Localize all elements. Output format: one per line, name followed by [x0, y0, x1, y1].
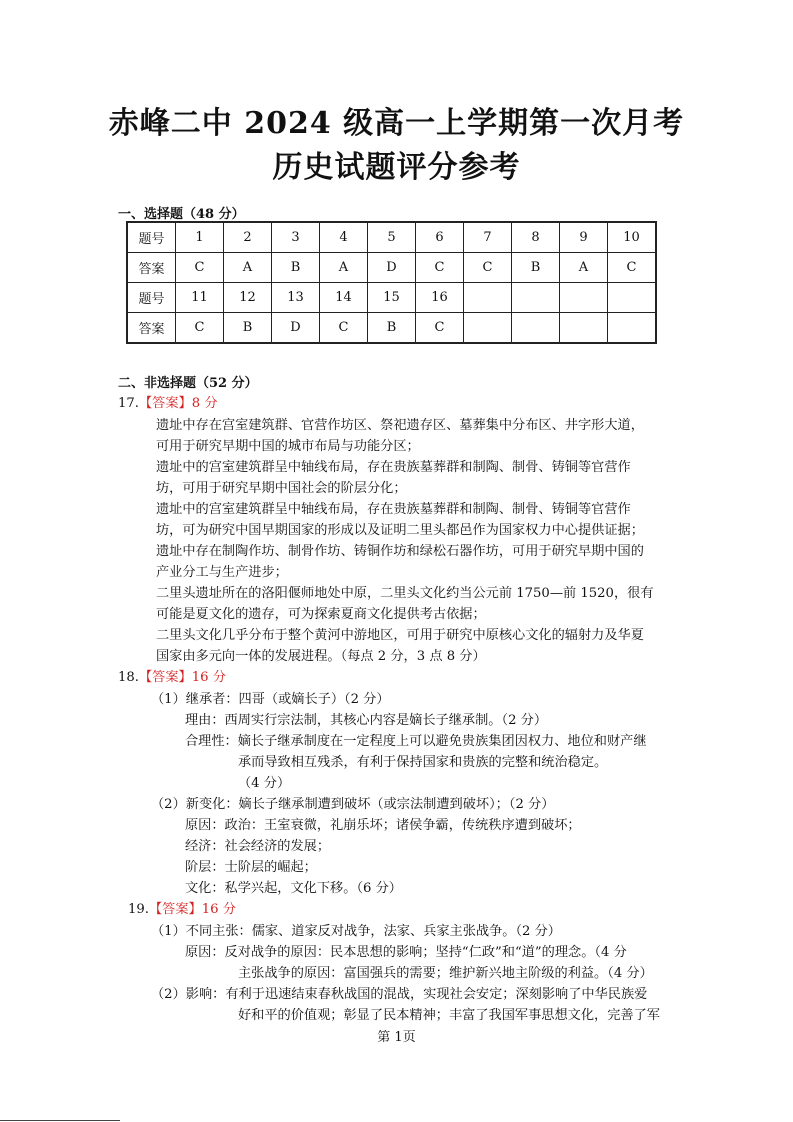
- answer-line: 二里头文化几乎分布于整个黄河中游地区，可用于研究中原核心文化的辐射力及华夏: [156, 628, 644, 643]
- page-number: 第 1页: [377, 1030, 416, 1045]
- table-cell: C: [416, 313, 464, 344]
- answer-line: 遗址中存在制陶作坊、制骨作坊、铸铜作坊和绿松石器作坊，可用于研究早期中国的: [156, 544, 644, 559]
- table-cell: C: [176, 313, 224, 344]
- answer-line: 理由：西周实行宗法制，其核心内容是嫡长子继承制。（2 分）: [185, 713, 548, 728]
- answer-line: 合理性：嫡长子继承制度在一定程度上可以避免贵族集团因权力、地位和财产继: [185, 734, 647, 749]
- table-cell: C: [464, 253, 512, 283]
- answer-line: 承而导致相互残杀，有利于保持国家和贵族的完整和统治稳定。: [238, 755, 608, 770]
- answer-line: 阶层：士阶层的崛起；: [185, 860, 317, 875]
- table-cell: 题号: [127, 283, 176, 313]
- answer-line: 遗址中的宫室建筑群呈中轴线布局，存在贵族墓葬群和制陶、制骨、铸铜等官营作: [156, 502, 631, 517]
- table-cell: 16: [416, 283, 464, 313]
- footnote-divider: [0, 1120, 120, 1121]
- question-number: 18.: [118, 670, 139, 685]
- table-cell: 答案: [127, 253, 176, 283]
- answer-line: 主张战争的原因：富国强兵的需要；维护新兴地主阶级的利益。（4 分）: [238, 966, 653, 981]
- table-row: [127, 253, 656, 283]
- answer-tag: 【答案】8 分: [138, 396, 218, 411]
- table-cell: C: [608, 253, 657, 283]
- table-cell: 3: [272, 222, 320, 253]
- table-row: [127, 283, 656, 313]
- table-cell: [512, 313, 560, 344]
- table-cell: C: [320, 313, 368, 344]
- table-cell: D: [272, 313, 320, 344]
- table-cell: [560, 283, 608, 313]
- table-cell: B: [272, 253, 320, 283]
- table-cell: 13: [272, 283, 320, 313]
- table-cell: C: [176, 253, 224, 283]
- table-cell: 2: [224, 222, 272, 253]
- table-cell: A: [224, 253, 272, 283]
- question-18-header: [118, 666, 226, 685]
- table-cell: 1: [176, 222, 224, 253]
- table-cell: 9: [560, 222, 608, 253]
- question-17-header: [118, 392, 218, 411]
- question-number: 17.: [118, 396, 139, 411]
- answer-line: 原因：反对战争的原因：民本思想的影响；坚持“仁政”和“道”的理念。（4 分: [185, 945, 627, 960]
- answer-line: 产业分工与生产进步；: [156, 565, 288, 580]
- table-cell: C: [416, 253, 464, 283]
- table-cell: 答案: [127, 313, 176, 344]
- question-19-header: [128, 898, 236, 917]
- table-cell: 15: [368, 283, 416, 313]
- answer-line: 坊，可为研究中国早期国家的形成以及证明二里头都邑作为国家权力中心提供证据；: [156, 523, 644, 538]
- answer-line: 遗址中存在宫室建筑群、官营作坊区、祭祀遗存区、墓葬集中分布区、井字形大道，: [156, 418, 644, 433]
- table-cell: 题号: [127, 222, 176, 253]
- table-cell: 11: [176, 283, 224, 313]
- table-cell: B: [368, 313, 416, 344]
- answer-line: 遗址中的宫室建筑群呈中轴线布局，存在贵族墓葬群和制陶、制骨、铸铜等官营作: [156, 460, 631, 475]
- answer-line: 经济：社会经济的发展；: [185, 839, 331, 854]
- answer-tag: 【答案】16 分: [138, 670, 226, 685]
- answer-line: 好和平的价值观；彰显了民本精神；丰富了我国军事思想文化，完善了军: [238, 1008, 660, 1023]
- question-number: 19.: [128, 902, 149, 917]
- table-cell: D: [368, 253, 416, 283]
- table-cell: [560, 313, 608, 344]
- answer-table: [126, 221, 657, 344]
- table-cell: 12: [224, 283, 272, 313]
- table-cell: [608, 283, 657, 313]
- answer-line: （2）影响：有利于迅速结束春秋战国的混战，实现社会安定；深刻影响了中华民族爱: [151, 987, 648, 1002]
- answer-line: 可能是夏文化的遗存，可为探索夏商文化提供考古依据；: [156, 607, 486, 622]
- table-cell: 6: [416, 222, 464, 253]
- table-cell: [512, 283, 560, 313]
- table-cell: [608, 313, 657, 344]
- answer-tag: 【答案】16 分: [148, 902, 236, 917]
- answer-line: 二里头遗址所在的洛阳偃师地处中原，二里头文化约当公元前 1750—前 1520，很有: [156, 586, 654, 601]
- answer-line: （2）新变化：嫡长子继承制遭到破坏（或宗法制遭到破坏）；（2 分）: [151, 797, 555, 812]
- table-cell: B: [512, 253, 560, 283]
- answer-line: （1）继承者：四哥（或嫡长子）（2 分）: [151, 692, 390, 707]
- table-cell: 8: [512, 222, 560, 253]
- section1-heading: 一、选择题（48 分）: [118, 207, 245, 222]
- table-cell: 10: [608, 222, 657, 253]
- answer-line: （1）不同主张：儒家、道家反对战争，法家、兵家主张战争。（2 分）: [151, 924, 561, 939]
- section2-heading: 二、非选择题（52 分）: [118, 376, 258, 391]
- answer-line: 坊，可用于研究早期中国社会的阶层分化；: [156, 481, 407, 496]
- table-cell: 5: [368, 222, 416, 253]
- table-cell: 7: [464, 222, 512, 253]
- answer-line: （4 分）: [238, 776, 291, 791]
- answer-line: 国家由多元向一体的发展进程。（每点 2 分，3 点 8 分）: [156, 649, 486, 664]
- table-cell: A: [560, 253, 608, 283]
- answer-line: 可用于研究早期中国的城市布局与功能分区；: [156, 439, 420, 454]
- table-row: [127, 222, 656, 253]
- table-cell: [464, 313, 512, 344]
- table-cell: B: [224, 313, 272, 344]
- table-cell: 4: [320, 222, 368, 253]
- document-title: 赤峰二中 2024 级高一上学期第一次月考: [108, 106, 685, 141]
- table-cell: 14: [320, 283, 368, 313]
- answer-line: 原因：政治：王室衰微，礼崩乐坏；诸侯争霸，传统秩序遭到破坏；: [185, 818, 581, 833]
- table-cell: [464, 283, 512, 313]
- answer-line: 文化：私学兴起，文化下移。（6 分）: [185, 881, 402, 896]
- document-subtitle: 历史试题评分参考: [272, 150, 521, 185]
- table-cell: A: [320, 253, 368, 283]
- table-row: [127, 313, 656, 344]
